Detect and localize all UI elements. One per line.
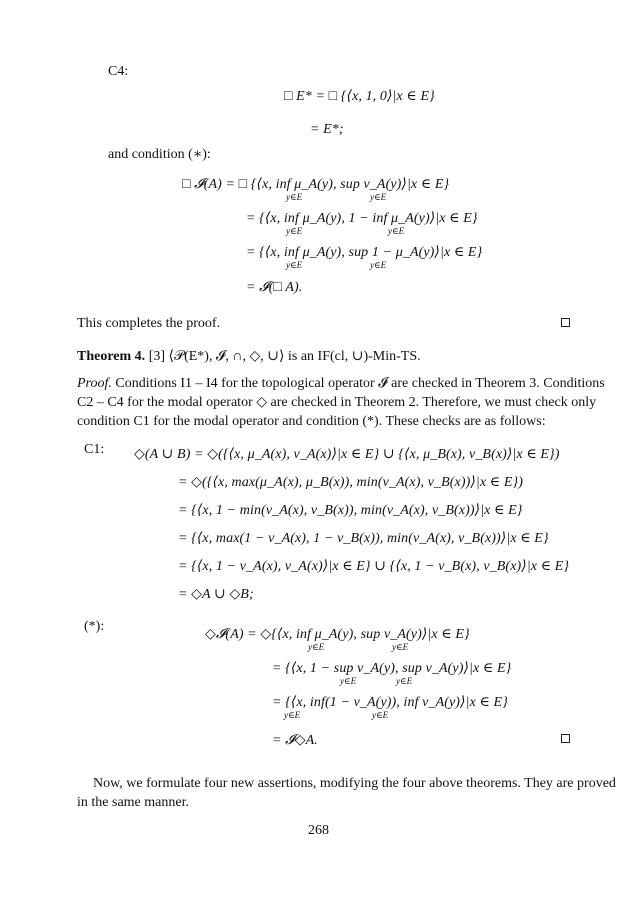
c1-equation-line-6: = ◇A ∪ ◇B; — [178, 587, 254, 602]
cond-star-line2-sub-1: y∈E — [286, 226, 303, 236]
proof-line-3: condition C1 for the modal operator and condition (*). These checks are as follows: — [77, 414, 546, 429]
star-equation-line-4: = 𝓘◇A. — [272, 733, 318, 748]
cond-star-line1-sub-2: y∈E — [370, 192, 387, 202]
star-equation-line-1: ◇𝓘(A) = ◇{⟨x, inf μ_A(y), sup ν_A(y)⟩|x ∈ E} — [205, 627, 470, 642]
cond-star-equation-line-4: = 𝓘(□ A). — [246, 280, 303, 295]
proof-line-1 — [77, 376, 605, 392]
c1-equation-line-5: = {⟨x, 1 − ν_A(x), ν_A(x)⟩|x ∈ E} ∪ {⟨x, 1 − ν_B(x), ν_B(x)⟩|x ∈ E} — [178, 559, 570, 574]
c1-label: C1: — [84, 442, 105, 457]
cond-star-line3-sub-1: y∈E — [286, 260, 303, 270]
theorem-4 — [77, 349, 421, 365]
c4-equation-line-2: = E*; — [310, 122, 344, 137]
star-line2-sub-1: y∈E — [340, 676, 357, 686]
closing-line-2: in the same manner. — [77, 795, 189, 810]
proof-line-2: C2 – C4 for the modal operator ◇ are checked in Theorem 2. Therefore, we must check only — [77, 395, 597, 410]
c1-equation-line-4: = {⟨x, max(1 − ν_A(x), 1 − ν_B(x)), min(ν_A(x), ν_B(x))⟩|x ∈ E} — [178, 531, 549, 546]
star-label: (*): — [84, 619, 105, 634]
proof-line-1-text: Conditions I1 – I4 for the topological operator 𝓘 are checked in Theorem 3. Conditions — [115, 376, 605, 391]
cond-star-equation-line-2: = {⟨x, inf μ_A(y), 1 − inf μ_A(y)⟩|x ∈ E} — [246, 211, 478, 226]
qed-square-icon — [561, 318, 570, 327]
star-line3-sub-2: y∈E — [372, 710, 389, 720]
theorem-4-label: Theorem 4. — [77, 349, 146, 364]
page-number: 268 — [308, 823, 329, 838]
c4-label: C4: — [108, 64, 129, 79]
star-equation-line-2: = {⟨x, 1 − sup ν_A(y), sup ν_A(y)⟩|x ∈ E} — [272, 661, 512, 676]
cond-star-equation-line-1: □ 𝓘(A) = □ {⟨x, inf μ_A(y), sup ν_A(y)⟩|x ∈ E} — [182, 177, 450, 192]
c1-equation-line-1: ◇(A ∪ B) = ◇({⟨x, μ_A(x), ν_A(x)⟩|x ∈ E} ∪ {⟨x, μ_B(x), ν_B(x)⟩|x ∈ E}) — [134, 447, 560, 462]
cond-star-line3-sub-2: y∈E — [370, 260, 387, 270]
condition-star-intro: and condition (∗): — [108, 147, 211, 162]
proof-label: Proof. — [77, 376, 112, 391]
c4-equation-line-1: □ E* = □ {⟨x, 1, 0⟩|x ∈ E} — [284, 89, 435, 104]
c1-equation-line-3: = {⟨x, 1 − min(ν_A(x), ν_B(x)), min(ν_A(x), ν_B(x))⟩|x ∈ E} — [178, 503, 523, 518]
star-line1-sub-2: y∈E — [392, 642, 409, 652]
qed-square-icon — [561, 734, 570, 743]
cond-star-line2-sub-2: y∈E — [388, 226, 405, 236]
c1-equation-line-2: = ◇({⟨x, max(μ_A(x), μ_B(x)), min(ν_A(x), ν_B(x))⟩|x ∈ E}) — [178, 475, 523, 490]
star-line3-sub-1: y∈E — [284, 710, 301, 720]
cond-star-equation-line-3: = {⟨x, inf μ_A(y), sup 1 − μ_A(y)⟩|x ∈ E} — [246, 245, 483, 260]
cond-star-line1-sub-1: y∈E — [286, 192, 303, 202]
closing-line-1: Now, we formulate four new assertions, modifying the four above theorems. They are proved — [93, 776, 616, 791]
star-equation-line-3: = {⟨x, inf(1 − ν_A(y)), inf ν_A(y)⟩|x ∈ E} — [272, 695, 508, 710]
proof-complete-text: This completes the proof. — [77, 316, 221, 331]
star-line2-sub-2: y∈E — [396, 676, 413, 686]
star-line1-sub-1: y∈E — [308, 642, 325, 652]
theorem-4-statement: [3] ⟨𝒫(E*), 𝓘, ∩, ◇, ∪⟩ is an IF(cl, ∪)-Min-TS. — [148, 349, 421, 364]
